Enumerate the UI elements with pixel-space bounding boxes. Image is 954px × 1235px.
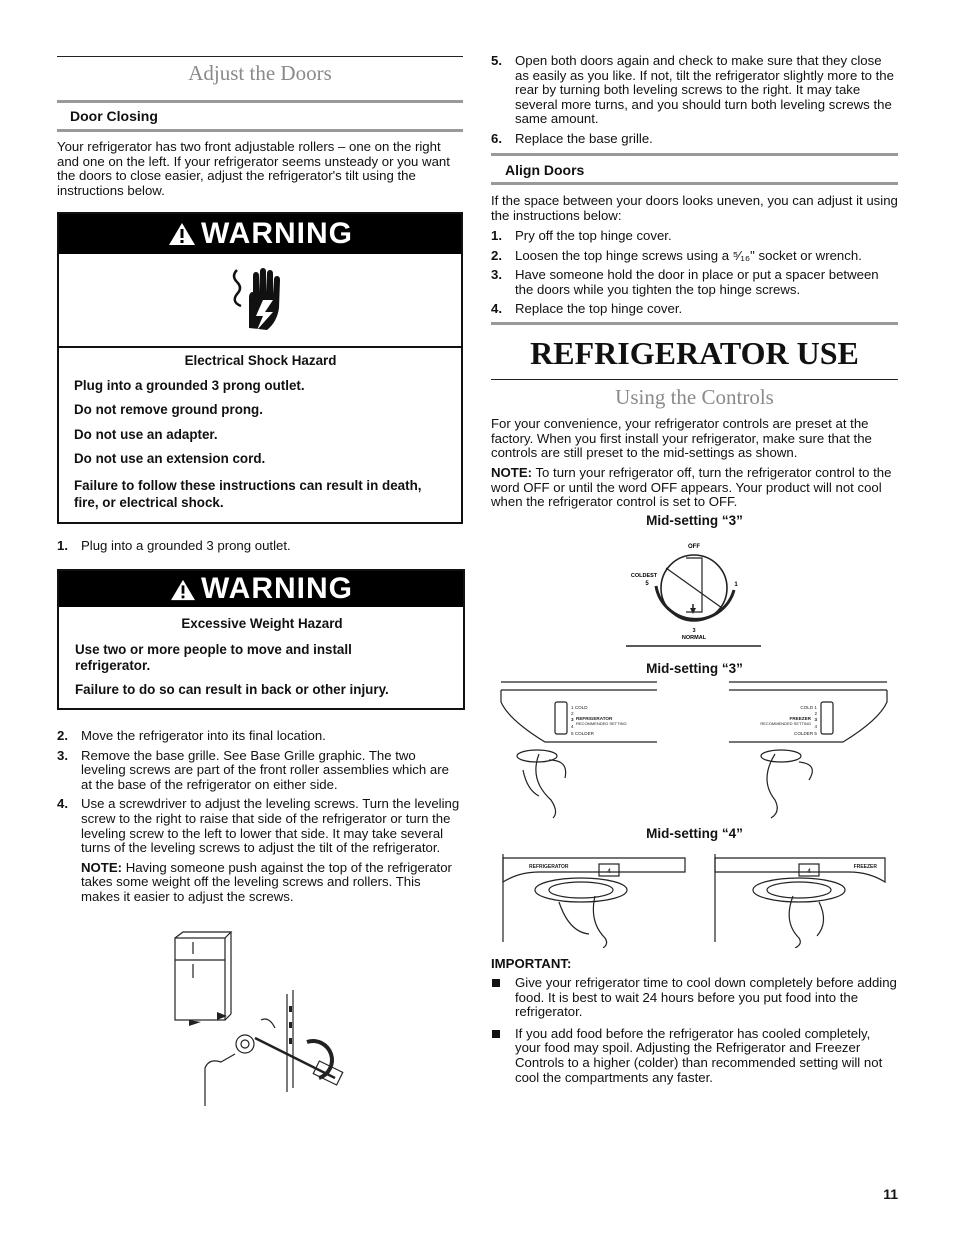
page-title: REFRIGERATOR USE xyxy=(530,335,859,371)
step-text: Remove the base grille. See Base Grille graphic. The two leveling screws are part of the front roller assemblies which are at the base of the refrigerator on either side. xyxy=(81,747,449,792)
hazard-title: Electrical Shock Hazard xyxy=(184,353,337,368)
important-text: If you add food before the refrigerator has cooled completely, your food may spoil. Adjusting the Refrigerator and Freezer Controls to a higher (colder) than recommended setting will not cool the compartments any faster. xyxy=(515,1025,883,1085)
caption-mid-setting-3: Mid-setting “3” xyxy=(646,513,743,528)
list-item xyxy=(57,729,463,744)
step-number: 2. xyxy=(491,247,502,263)
warning-box-electrical xyxy=(57,212,463,524)
page-number: 11 xyxy=(883,1186,898,1202)
left-panel-cold: 1 COLD xyxy=(571,705,588,710)
step-number: 1. xyxy=(491,228,502,243)
leveling-screw-illustration xyxy=(165,928,355,1108)
door-closing-heading: Door Closing xyxy=(70,108,158,124)
controls-note xyxy=(491,466,898,510)
step-text: Have someone hold the door in place or put a spacer between the doors while you tighten the top hinge screws. xyxy=(515,267,879,297)
electric-hand-icon xyxy=(229,264,289,336)
align-steps xyxy=(491,229,898,322)
step-number: 3. xyxy=(57,747,68,763)
dial-label-normal: NORMAL xyxy=(681,635,707,641)
door-closing-paragraph: Your refrigerator has two front adjustable rollers – one on the right and one on the left. If your refrigerator seems unsteady or you want the doors to close easier, adjust the refrigerator's tilt using the instructions below. xyxy=(57,139,450,198)
bar-left-label: REFRIGERATOR xyxy=(529,864,569,870)
step-number: 2. xyxy=(57,728,68,743)
control-bars-figure xyxy=(499,852,889,948)
bar-right-number: 4 xyxy=(807,869,811,875)
align-doors-heading: Align Doors xyxy=(505,162,585,178)
left-panel-4: 4 xyxy=(571,724,574,729)
note-label: NOTE: xyxy=(81,859,123,875)
warning-line: Plug into a grounded 3 prong outlet. xyxy=(74,377,305,393)
controls-paragraph: For your convenience, your refrigerator controls are preset at the factory. When you first install your refrigerator, make sure that the controls are still preset to the mid-settings as shown. xyxy=(491,416,872,461)
right-panel-freezer: FREEZER xyxy=(789,716,811,721)
dial-label-coldest: COLDEST xyxy=(630,573,658,579)
subsection-divider xyxy=(57,129,463,132)
list-item xyxy=(57,797,463,904)
step-text: Pry off the top hinge cover. xyxy=(515,228,672,243)
right-panel-cold: COLD 1 xyxy=(800,705,817,710)
step-text: Replace the top hinge cover. xyxy=(515,301,683,317)
warning-label: WARNING xyxy=(201,217,353,250)
warning-triangle-icon xyxy=(167,221,197,247)
note-text: Having someone push against the top of the refrigerator takes some weight off the leveling screws and rollers. This makes it easier to adjust the screws. xyxy=(81,859,452,904)
warning-banner xyxy=(59,214,461,254)
list-item xyxy=(57,539,463,554)
list-item xyxy=(491,132,898,147)
right-panel-4: 4 xyxy=(814,724,817,729)
step-list-1 xyxy=(57,539,463,559)
caption-mid-setting-3-panels: Mid-setting “3” xyxy=(646,661,743,676)
dial-label-5: 5 xyxy=(645,581,649,587)
section-divider xyxy=(491,322,898,325)
step-text: Loosen the top hinge screws using a ⁵⁄₁₆" socket or wrench. xyxy=(515,247,862,263)
step-text: Open both doors again and check to make sure that they close as easily as you like. If not, tilt the refrigerator slightly more to the rear by turning both leveling screws to the right. It may take several more turns, and you should turn both leveling screws the same amount. xyxy=(515,53,894,127)
bar-right-label: FREEZER xyxy=(853,864,877,870)
step-list-2 xyxy=(57,729,463,910)
step-number: 1. xyxy=(57,538,68,553)
list-item xyxy=(491,1027,898,1085)
section-divider xyxy=(57,100,463,103)
section-title-using-controls: Using the Controls xyxy=(615,385,774,409)
list-item xyxy=(491,302,898,317)
important-list xyxy=(491,976,898,1092)
step-number: 4. xyxy=(491,301,502,317)
subsection-divider xyxy=(491,153,898,156)
dial-label-1: 1 xyxy=(734,582,738,588)
dial-label-off: OFF xyxy=(688,544,700,550)
align-intro: If the space between your doors looks uneven, you can adjust it using the instructions below: xyxy=(491,193,898,223)
right-panel-recommended: RECOMMENDED SETTING xyxy=(760,721,811,726)
list-item xyxy=(491,54,898,127)
list-item xyxy=(491,976,898,1020)
step-number: 3. xyxy=(491,267,502,283)
bullet-square-icon xyxy=(492,979,500,987)
left-panel-colder: 5 COLDER xyxy=(571,731,594,736)
important-text: Give your refrigerator time to cool down completely before adding food. It is best to wait 24 hours before you put food into the refrigerator. xyxy=(515,975,897,1020)
step-text: Replace the base grille. xyxy=(515,130,653,146)
right-panel-3: 3 xyxy=(814,717,817,722)
right-panel-colder: COLDER 5 xyxy=(794,731,817,736)
warning-label: WARNING xyxy=(201,572,353,605)
left-panel-recommended: RECOMMENDED SETTING xyxy=(576,721,627,726)
right-panel-2: 2 xyxy=(814,711,817,716)
section-title-adjust-doors: Adjust the Doors xyxy=(188,61,332,85)
note-text: To turn your refrigerator off, turn the refrigerator control to the word OFF or until the word OFF appears. Your product will not cool when the refrigerator control is set to OFF. xyxy=(491,465,892,510)
note xyxy=(81,861,463,905)
top-rule xyxy=(57,56,463,57)
important-label: IMPORTANT: xyxy=(491,956,572,971)
title-rule xyxy=(491,379,898,380)
step-number: 6. xyxy=(491,130,502,146)
dial-label-3: 3 xyxy=(692,628,696,634)
subsection-divider xyxy=(491,182,898,185)
caption-mid-setting-4: Mid-setting “4” xyxy=(646,826,743,841)
list-item xyxy=(491,268,898,297)
warning-line: Failure to follow these instructions can result in death, fire, or electrical shock. xyxy=(74,477,422,510)
list-item xyxy=(491,249,898,264)
step-text: Use a screwdriver to adjust the leveling screws. Turn the leveling screw to the right to raise that side of the refrigerator or turn the leveling screw to the left to lower that side. It may take several turns of the leveling screws to adjust the tilt of the refrigerator. xyxy=(81,796,460,856)
step-number: 5. xyxy=(491,53,502,68)
step-number: 4. xyxy=(57,796,68,812)
left-panel-3: 3 xyxy=(571,717,574,722)
note-label: NOTE: xyxy=(491,465,533,480)
step-text: Move the refrigerator into its final location. xyxy=(81,728,326,743)
warning-triangle-icon xyxy=(169,578,197,602)
warning-box-weight xyxy=(57,569,465,710)
warning-line: Do not remove ground prong. xyxy=(74,402,263,418)
list-item xyxy=(57,749,463,793)
hazard-title: Excessive Weight Hazard xyxy=(181,616,343,631)
bullet-square-icon xyxy=(492,1030,500,1038)
shock-hazard-figure xyxy=(59,254,461,348)
warning-line: Failure to do so can result in back or other injury. xyxy=(75,681,389,697)
warning-line: Do not use an adapter. xyxy=(74,426,218,442)
step-list-right-top xyxy=(491,54,898,152)
control-dial-figure xyxy=(626,538,766,650)
left-panel-2: 2 xyxy=(571,711,574,716)
list-item xyxy=(491,229,898,244)
warning-line: Use two or more people to move and install refrigerator. xyxy=(75,641,352,673)
bar-left-number: 4 xyxy=(607,869,611,875)
warning-banner xyxy=(59,571,463,607)
control-panels-figure xyxy=(499,680,889,820)
step-text: Plug into a grounded 3 prong outlet. xyxy=(81,538,291,553)
left-panel-refrigerator: REFRIGERATOR xyxy=(576,716,613,721)
warning-line: Do not use an extension cord. xyxy=(74,451,266,467)
